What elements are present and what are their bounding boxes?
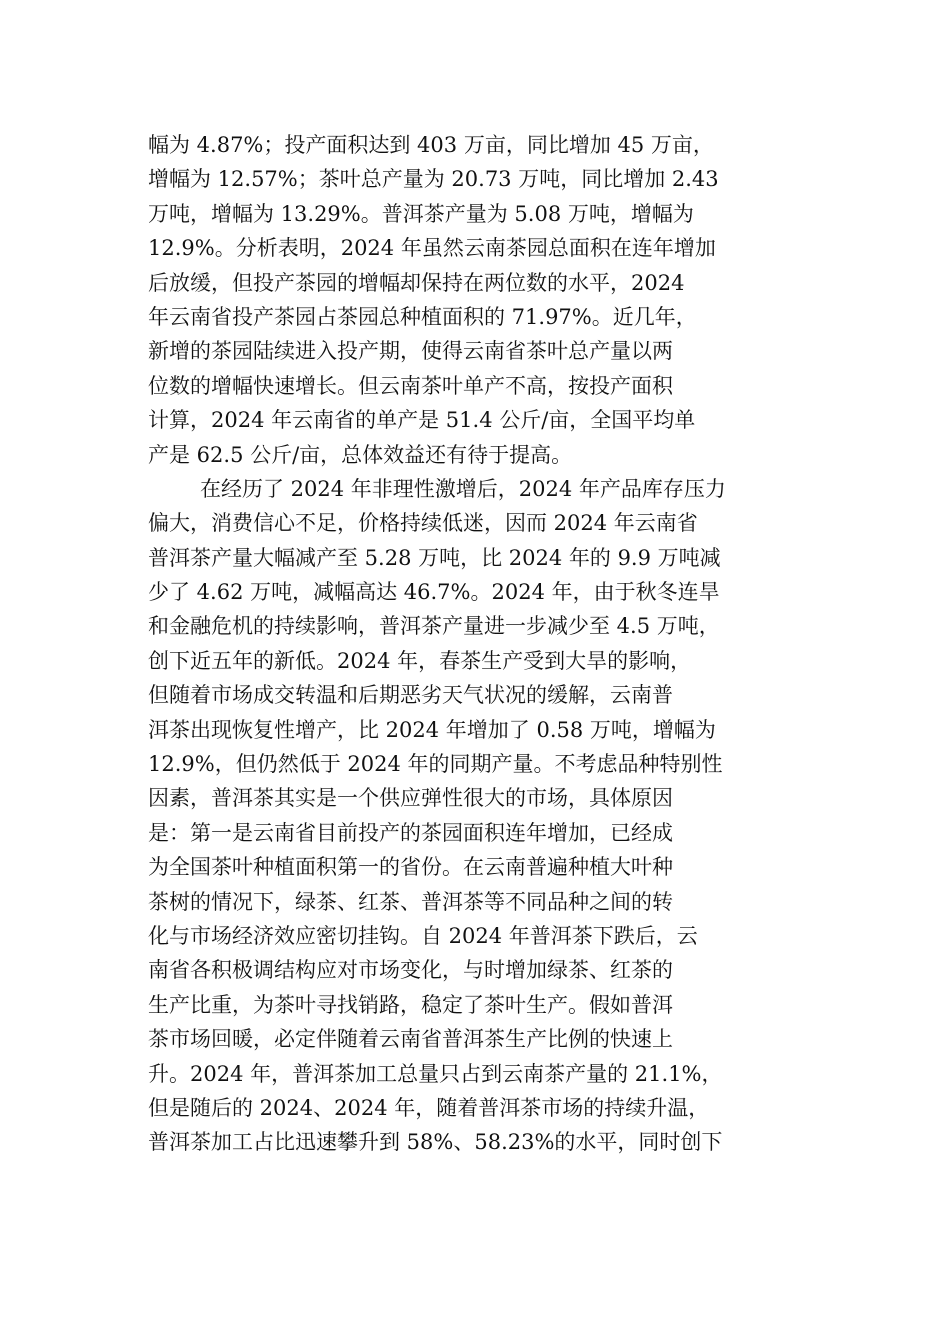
body-text — [148, 128, 808, 1160]
text-line: 少了 4.62 万吨，减幅高达 46.7%。2024 年，由于秋冬连旱 — [148, 580, 720, 605]
text-line: 偏大，消费信心不足，价格持续低迷，因而 2024 年云南省 — [148, 511, 698, 536]
text-line: 普洱茶产量大幅减产至 5.28 万吨，比 2024 年的 9.9 万吨减 — [148, 545, 721, 570]
paragraph-start-line: 在经历了 2024 年非理性激增后，2024 年产品库存压力 — [200, 476, 726, 501]
text-line: 和金融危机的持续影响，普洱茶产量进一步减少至 4.5 万吨， — [148, 614, 720, 639]
text-line: 但随着市场成交转温和后期恶劣天气状况的缓解，云南普 — [148, 683, 673, 708]
text-line: 茶市场回暖，必定伴随着云南省普洱茶生产比例的快速上 — [148, 1027, 673, 1052]
text-line: 增幅为 12.57%；茶叶总产量为 20.73 万吨，同比增加 2.43 — [148, 167, 719, 192]
text-line: 升。2024 年，普洱茶加工总量只占到云南茶产量的 21.1%， — [148, 1061, 723, 1086]
text-line: 茶树的情况下，绿茶、红茶、普洱茶等不同品种之间的转 — [148, 889, 673, 914]
text-line: 幅为 4.87%；投产面积达到 403 万亩，同比增加 45 万亩， — [148, 133, 714, 157]
text-line: 洱茶出现恢复性增产，比 2024 年增加了 0.58 万吨，增幅为 — [148, 717, 716, 742]
text-line: 产是 62.5 公斤/亩，总体效益还有待于提高。 — [148, 442, 573, 467]
text-line: 是：第一是云南省目前投产的茶园面积连年增加，已经成 — [148, 820, 673, 845]
text-line: 因素，普洱茶其实是一个供应弹性很大的市场，具体原因 — [148, 786, 673, 811]
text-line: 计算，2024 年云南省的单产是 51.4 公斤/亩，全国平均单 — [148, 408, 696, 433]
text-line: 但是随后的 2024、2024 年，随着普洱茶市场的持续升温， — [148, 1095, 710, 1120]
text-line: 南省各积极调结构应对市场变化，与时增加绿茶、红茶的 — [148, 958, 673, 983]
text-line: 年云南省投产茶园占茶园总种植面积的 71.97%。近几年， — [148, 304, 697, 329]
text-line: 为全国茶叶种植面积第一的省份。在云南普遍种植大叶种 — [148, 855, 673, 880]
text-line: 生产比重，为茶叶寻找销路，稳定了茶叶生产。假如普洱 — [148, 992, 673, 1017]
text-line: 12.9%。分析表明，2024 年虽然云南茶园总面积在连年增加 — [148, 236, 716, 261]
text-line: 位数的增幅快速增长。但云南茶叶单产不高，按投产面积 — [148, 373, 673, 398]
text-line: 创下近五年的新低。2024 年，春茶生产受到大旱的影响， — [148, 648, 692, 673]
text-line: 万吨，增幅为 13.29%。普洱茶产量为 5.08 万吨，增幅为 — [148, 201, 694, 226]
text-line: 化与市场经济效应密切挂钩。自 2024 年普洱茶下跌后，云 — [148, 923, 698, 948]
text-line: 12.9%，但仍然低于 2024 年的同期产量。不考虑品种特别性 — [148, 752, 723, 777]
text-line: 新增的茶园陆续进入投产期，使得云南省茶叶总产量以两 — [148, 339, 673, 364]
text-line: 后放缓，但投产茶园的增幅却保持在两位数的水平，2024 — [148, 270, 685, 295]
text-line: 普洱茶加工占比迅速攀升到 58%、58.23%的水平，同时创下 — [148, 1130, 723, 1155]
